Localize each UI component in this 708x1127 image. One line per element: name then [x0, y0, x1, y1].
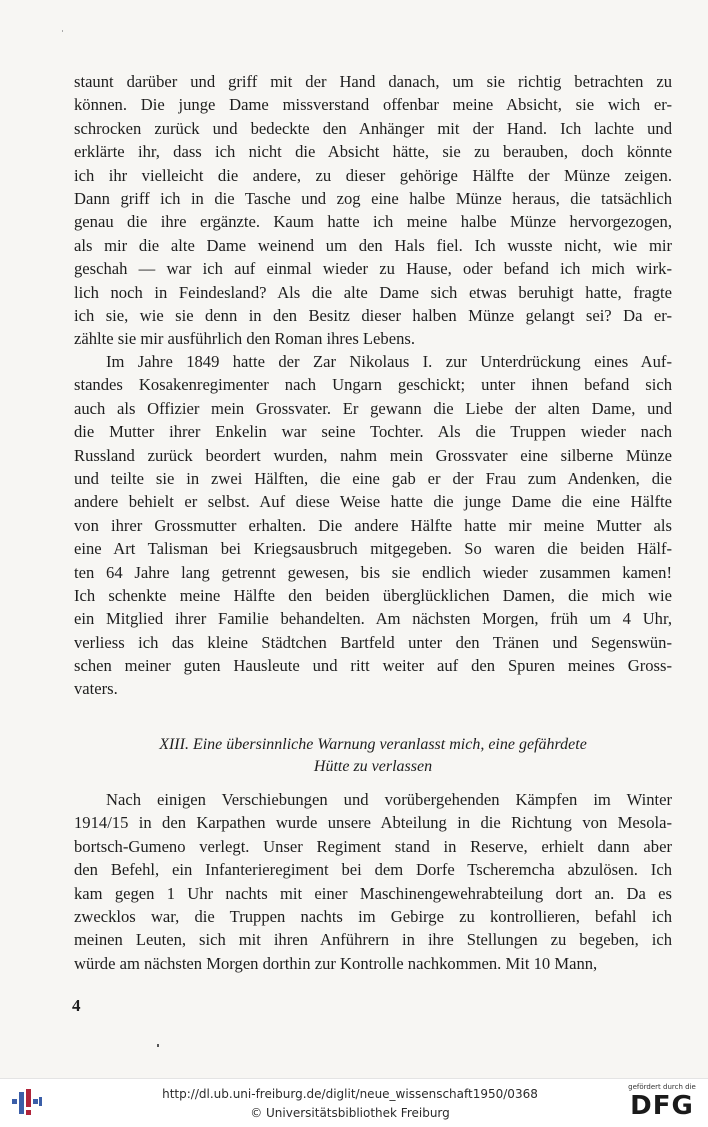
- text-line: schrocken zurück und bedeckte den Anhänger mit der Hand. Ich lachte und: [74, 118, 672, 138]
- text-line: von ihrer Grossmutter erhalten. Die andere Hälfte hatte mir meine Mutter als: [74, 515, 672, 535]
- text-line: ein Mitglied ihrer Familie behandelten. Am nächsten Morgen, früh um 4 Uhr,: [74, 609, 672, 629]
- copyright-notice: © Universitätsbibliothek Freiburg: [250, 1106, 450, 1120]
- text-line: vaters.: [74, 679, 118, 699]
- dfg-caption: gefördert durch die: [628, 1083, 696, 1091]
- text-line: ten 64 Jahre lang getrennt gewesen, bis sie endlich wieder zusammen kamen!: [74, 562, 672, 582]
- text-line: kam gegen 1 Uhr nachts mit einer Maschinengewehrabteilung dort an. Da es: [74, 883, 672, 903]
- library-footer: [0, 1078, 708, 1127]
- text-line: können. Die junge Dame missverstand offenbar meine Absicht, sie wich er-: [74, 95, 672, 115]
- paragraph-1: [74, 70, 672, 351]
- text-line: ich ihr vielleicht die andere, zu dieser gehörige Hälfte der Münze zeigen.: [74, 165, 672, 185]
- text-line: auch als Offizier mein Grossvater. Er gewann die Liebe der alten Dame, und: [74, 398, 672, 418]
- text-line: den Befehl, ein Infanterieregiment bei dem Dorfe Tscheremcha abzulösen. Ich: [74, 860, 672, 880]
- paragraph-2: [74, 350, 672, 701]
- text-line: Russland zurück beordert wurden, nahm mein Grossvater eine silberne Münze: [74, 445, 672, 465]
- dfg-mark: DFG: [630, 1091, 694, 1121]
- text-line: ich sie, wie sie denn in den Besitz dieser halben Münze gelangt sei? Da er-: [74, 305, 672, 325]
- text-line: Dann griff ich in die Tasche und zog eine halbe Münze heraus, die tatsächlich: [74, 188, 672, 208]
- scan-speck: [62, 30, 63, 32]
- text-line: erklärte ihr, dass ich nicht die Absicht hätte, sie zu berauben, doch könnte: [74, 142, 672, 162]
- text-line: schen meiner guten Hausleute und ritt weiter auf den Spuren meines Gross-: [74, 656, 672, 676]
- text-line: genau die ihre ergänzte. Kaum hatte ich meine halbe Münze hervorgezogen,: [74, 212, 672, 232]
- text-line: andere behielt er selbst. Auf diese Weise hatte die junge Dame die eine Hälfte: [74, 492, 672, 512]
- text-line: standes Kosakenregimenter nach Ungarn geschickt; unter ihnen befand sich: [74, 375, 672, 395]
- text-line: würde am nächsten Morgen dorthin zur Kontrolle nachkommen. Mit 10 Mann,: [74, 953, 598, 973]
- text-line: als mir die alte Dame weinend um den Hals fiel. Ich wusste nicht, wie mir: [74, 235, 672, 255]
- chapter-heading-line-2: Hütte zu verlassen: [313, 758, 433, 775]
- text-line: geschah — war ich auf einmal wieder zu Hause, oder befand ich mich wirk-: [74, 259, 672, 279]
- text-line: Nach einigen Verschiebungen und vorübergehenden Kämpfen im Winter: [106, 790, 672, 809]
- source-url-link[interactable]: http://dl.ub.uni-freiburg.de/diglit/neue_wissenschaft1950/0368: [162, 1087, 538, 1101]
- text-line: die Mutter ihrer Enkelin war seine Tochter. Als die Truppen wieder nach: [74, 422, 672, 442]
- text-line: Ich schenkte meine Hälfte den beiden überglücklichen Damen, die mich wie: [74, 585, 672, 605]
- text-line: eine Art Talisman bei Kriegsausbruch mitgegeben. So waren die beiden Hälf-: [74, 539, 672, 559]
- text-line: zählte sie mir ausführlich den Roman ihres Lebens.: [74, 329, 415, 349]
- page-number: 4: [72, 996, 81, 1015]
- chapter-heading-line-1: XIII. Eine übersinnliche Warnung veranlasst mich, eine gefährdete: [159, 736, 587, 753]
- text-line: bortsch-Gumeno verlegt. Unser Regiment stand in Reserve, erhielt dann aber: [74, 836, 672, 856]
- scan-speck: [157, 1044, 159, 1047]
- ub-freiburg-logo-icon: [10, 1086, 44, 1120]
- text-line: lich noch in Feindesland? Als die alte Dame sich etwas beruhigt hatte, fragte: [74, 282, 672, 302]
- paragraph-3: [74, 788, 672, 975]
- text-line: staunt darüber und griff mit der Hand danach, um sie richtig betrachten zu: [74, 72, 672, 91]
- text-line: zwecklos war, die Truppen nachts im Gebirge zu kontrollieren, befahl ich: [74, 906, 672, 926]
- text-line: verliess ich das kleine Städtchen Bartfeld unter den Tränen und Segenswün-: [74, 632, 672, 652]
- text-line: und teilte sie in zwei Hälften, die eine gab er der Frau zum Andenken, die: [74, 468, 672, 488]
- text-line: meinen Leuten, sich mit ihren Anführern in ihre Stellungen zu begeben, ich: [74, 930, 672, 950]
- text-line: 1914/15 in den Karpathen wurde unsere Abteilung in die Richtung von Mesola-: [74, 813, 672, 833]
- dfg-logo: [624, 1083, 700, 1125]
- chapter-heading: [74, 734, 672, 778]
- text-line: Im Jahre 1849 hatte der Zar Nikolaus I. zur Unterdrückung eines Auf-: [106, 352, 672, 371]
